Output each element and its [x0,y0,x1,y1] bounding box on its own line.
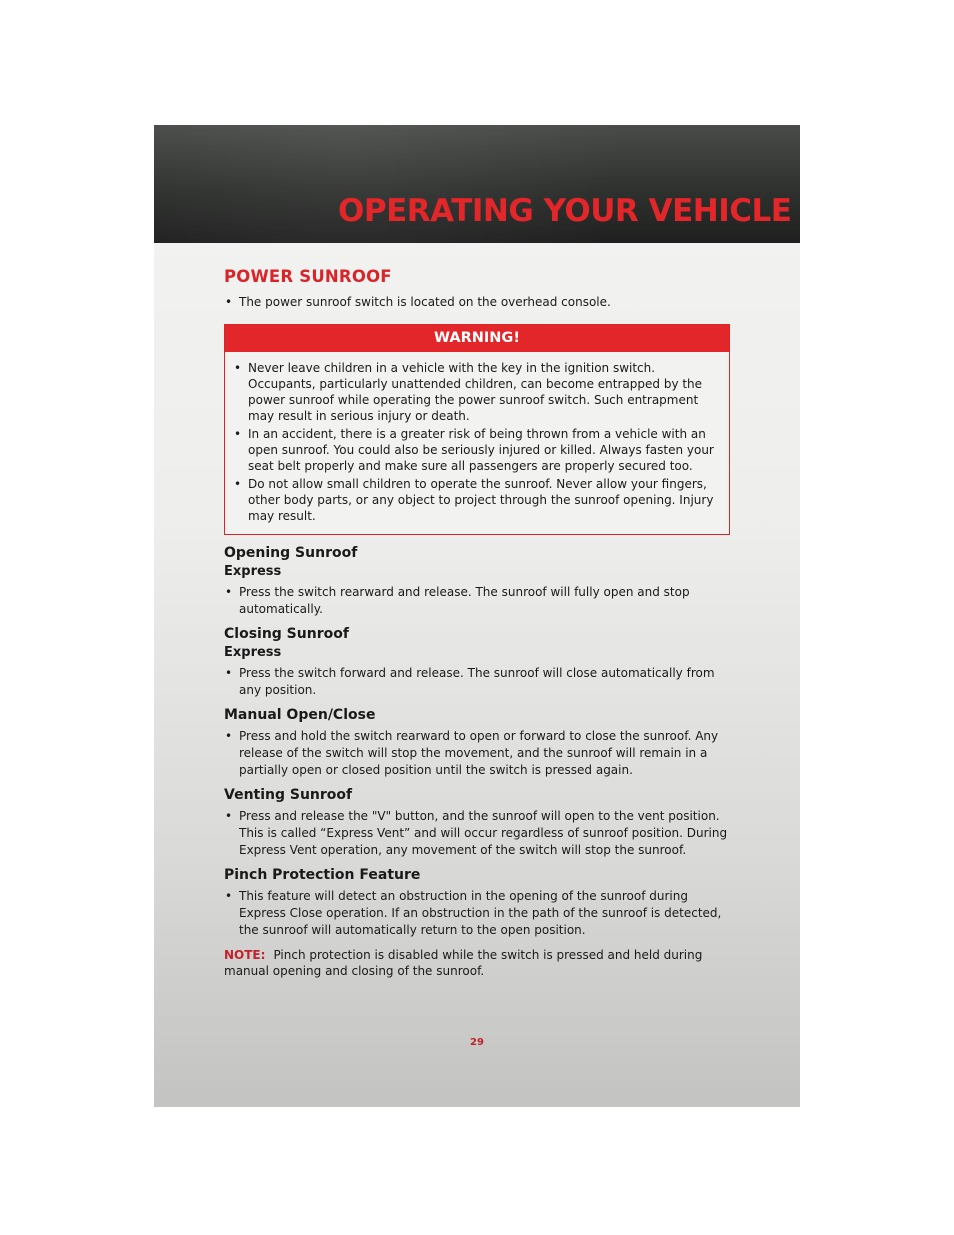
bullet-icon: • [225,295,233,309]
warning-item-text: Never leave children in a vehicle with the key in the ignition switch. Occupants, particularly unattended children, can become entrapped by the power sunroof while operating the power sunroof switch. Such entrapment may result in serious injury or death. [248,361,703,423]
pinch-bullet [224,888,730,939]
opening-title: Opening Sunroof [224,545,358,561]
warning-box [224,324,730,535]
bullet-icon: • [234,477,242,491]
opening-subtitle: Express [224,564,282,579]
pinch-text: This feature will detect an obstruction in the opening of the sunroof during Express Close operation. If an obstruction in the path of the sunroof is detected, the sunroof will automatically return to the open position. [239,889,722,937]
warning-item [233,426,717,474]
warning-title: WARNING! [225,325,729,352]
manual-text: Press and hold the switch rearward to open or forward to close the sunroof. Any release of the switch will stop the movement, and the sunroof will remain in a partially open or closed position until the switch is pressed again. [239,729,719,777]
closing-title: Closing Sunroof [224,626,349,642]
closing-subtitle: Express [224,645,282,660]
bullet-icon: • [225,666,233,680]
manual-title: Manual Open/Close [224,707,376,723]
page-header-title: OPERATING YOUR VEHICLE [338,193,792,229]
page-content [224,267,730,979]
section-title: POWER SUNROOF [224,267,392,286]
bullet-icon: • [225,809,233,823]
pinch-title: Pinch Protection Feature [224,867,421,883]
bullet-icon: • [225,889,233,903]
warning-body [225,352,729,534]
bullet-icon: • [225,585,233,599]
warning-item [233,476,717,524]
note-text: Pinch protection is disabled while the switch is pressed and held during manual opening and closing of the sunroof. [224,948,703,978]
opening-text: Press the switch rearward and release. The sunroof will fully open and stop automatically. [239,585,690,616]
manual-page [154,125,800,1107]
venting-bullet [224,808,730,859]
intro-bullet [224,294,730,311]
bullet-icon: • [234,427,242,441]
venting-text: Press and release the "V" button, and the sunroof will open to the vent position. This is called “Express Vent” and will occur regardless of sunroof position. During Express Vent operation, any movement of the switch will stop the sunroof. [239,809,728,857]
closing-bullet [224,665,730,699]
manual-bullet [224,728,730,779]
warning-item [233,360,717,424]
note [224,947,730,979]
bullet-icon: • [234,361,242,375]
warning-item-text: Do not allow small children to operate the sunroof. Never allow your fingers, other body parts, or any object to project through the sunroof opening. Injury may result. [248,477,714,523]
closing-text: Press the switch forward and release. The sunroof will close automatically from any position. [239,666,715,697]
warning-item-text: In an accident, there is a greater risk of being thrown from a vehicle with an open sunroof. You could also be seriously injured or killed. Always fasten your seat belt properly and make sure all passengers are properly secured too. [248,427,714,473]
page-header-banner [154,125,800,243]
intro-text: The power sunroof switch is located on the overhead console. [239,295,611,309]
note-label: NOTE: [224,948,266,962]
page-number: 29 [470,1037,484,1048]
bullet-icon: • [225,729,233,743]
venting-title: Venting Sunroof [224,787,353,803]
opening-bullet [224,584,730,618]
